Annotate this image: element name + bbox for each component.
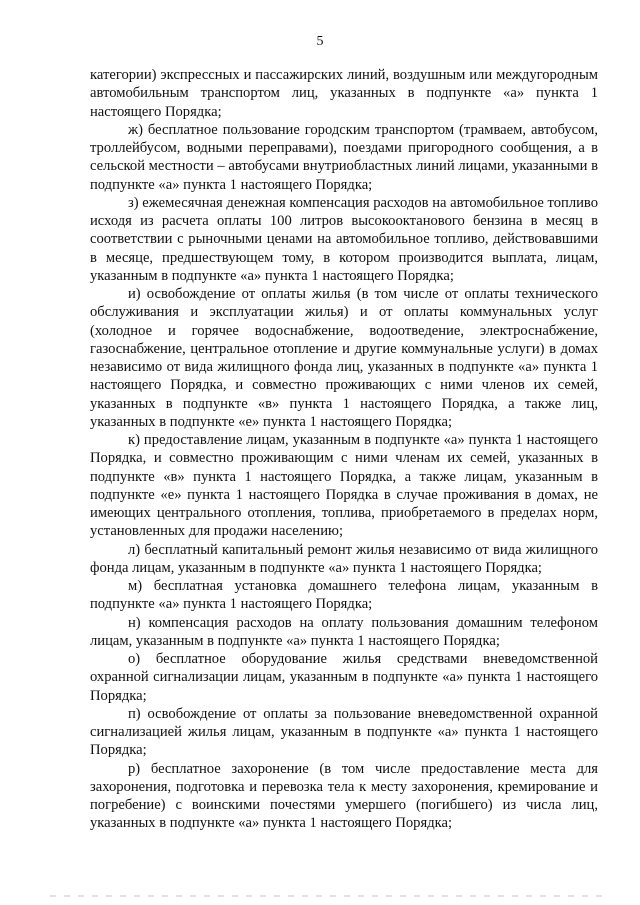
paragraph-zh: ж) бесплатное пользование городским транспортом (трамваем, автобусом, троллейбусом, водными переправами), поездами пригородного сообщения, а в сельской местности – автобусами внутриобластных линий лицами, указанными в подпункте «а» пункта 1 настоящего Порядка; bbox=[90, 121, 598, 193]
paragraph-l: л) бесплатный капитальный ремонт жилья независимо от вида жилищного фонда лицам, указанным в подпункте «а» пункта 1 настоящего Порядка; bbox=[90, 541, 598, 576]
paragraph-i: и) освобождение от оплаты жилья (в том числе от оплаты технического обслуживания и эксплуатации жилья) и от оплаты коммунальных услуг (холодное и горячее водоснабжение, водоотведение, электроснабжение, газоснабжение, центральное отопление и другие коммунальные услуги) в домах независимо от вида жилищного фонда лиц, указанных в подпункте «а» пункта 1 настоящего Порядка, и совместно проживающих с ними членов их семей, указанных в подпункте «в» пункта 1 настоящего Порядка, а также лиц, указанных в подпункте «е» пункта 1 настоящего Порядка; bbox=[90, 286, 598, 430]
scan-edge-artifact bbox=[50, 895, 610, 897]
document-body bbox=[90, 66, 598, 833]
paragraph-k: к) предоставление лицам, указанным в подпункте «а» пункта 1 настоящего Порядка, и совместно проживающим с ними членам их семей, указанных в подпункте «в» пункта 1 настоящего Порядка, а также лицам, указанным в подпункте «е» пункта 1 настоящего Порядка в случае проживания в домах, не имеющих центрального отопления, топлива, приобретаемого в пределах норм, установленных для продажи населению; bbox=[90, 432, 598, 540]
paragraph-p: п) освобождение от оплаты за пользование вневедомственной охранной сигнализацией жилья лицам, указанным в подпункте «а» пункта 1 настоящего Порядка; bbox=[90, 705, 598, 759]
page-number: 5 bbox=[316, 34, 324, 49]
paragraph-n: н) компенсация расходов на оплату пользования домашним телефоном лицам, указанным в подпункте «а» пункта 1 настоящего Порядка; bbox=[90, 614, 598, 649]
paragraph-r: р) бесплатное захоронение (в том числе предоставление места для захоронения, подготовка и перевозка тела к месту захоронения, кремирование и погребение) с воинскими почестями умершего (погибшего) из числа лиц, указанных в подпункте «а» пункта 1 настоящего Порядка; bbox=[90, 760, 598, 832]
paragraph-m: м) бесплатная установка домашнего телефона лицам, указанным в подпункте «а» пункта 1 настоящего Порядка; bbox=[90, 578, 598, 613]
paragraph-z: з) ежемесячная денежная компенсация расходов на автомобильное топливо исходя из расчета оплаты 100 литров высокооктанового бензина в месяц в соответствии с рыночными ценами на автомобильное топливо, действовавшими в месяце, предшествующем тому, в котором производится выплата, лицам, указанным в подпункте «а» пункта 1 настоящего Порядка; bbox=[90, 194, 598, 284]
paragraph-o: о) бесплатное оборудование жилья средствами вневедомственной охранной сигнализации лицам, указанным в подпункте «а» пункта 1 настоящего Порядка; bbox=[90, 651, 598, 704]
paragraph-continuation: категории) экспрессных и пассажирских линий, воздушным или междугородным автомобильным транспортом лиц, указанных в подпункте «а» пункта 1 настоящего Порядка; bbox=[90, 67, 598, 120]
